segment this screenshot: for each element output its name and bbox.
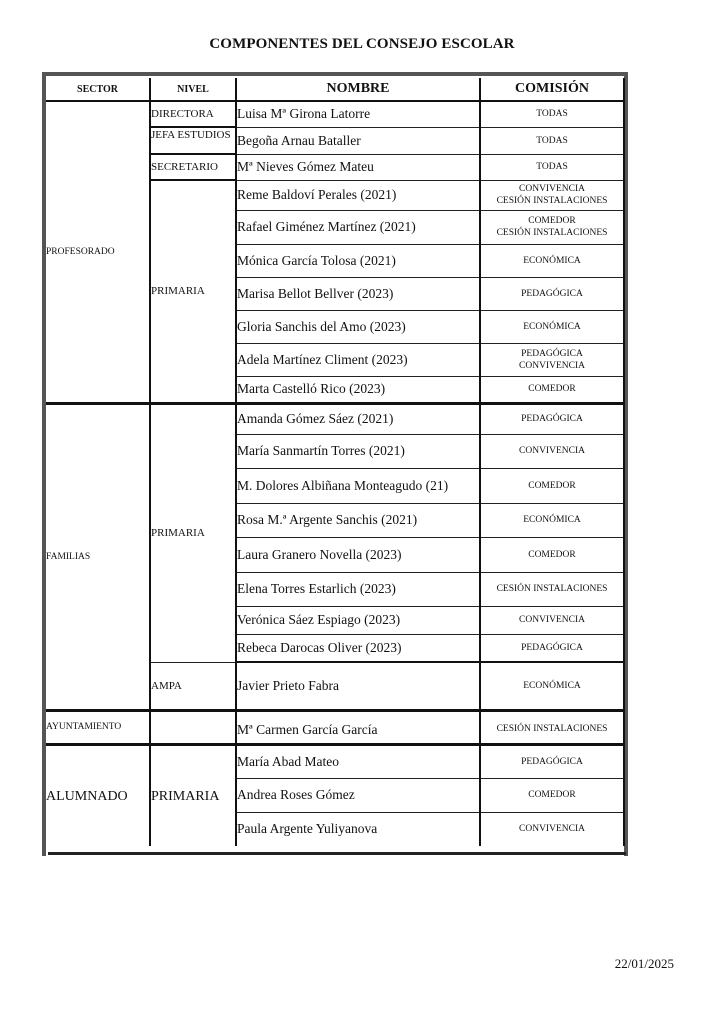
nombre-cell: Begoña Arnau Bataller xyxy=(236,127,480,154)
nombre-cell: María Sanmartín Torres (2021) xyxy=(236,434,480,468)
comision-cell xyxy=(480,606,624,634)
nombre-cell: Reme Baldoví Perales (2021) xyxy=(236,180,480,210)
table-row xyxy=(46,744,624,778)
comision-cell xyxy=(480,778,624,812)
nombre-cell: Marta Castelló Rico (2023) xyxy=(236,376,480,403)
comision-item: COMEDOR xyxy=(528,790,576,800)
comision-item: CONVIVENCIA xyxy=(519,360,585,371)
comision-cell xyxy=(480,154,624,180)
table-bottom-border xyxy=(48,852,626,855)
comision-item: COMEDOR xyxy=(528,480,576,491)
comision-cell xyxy=(480,101,624,127)
comision-item: PEDAGÓGICA xyxy=(521,642,583,653)
comision-cell xyxy=(480,277,624,310)
comision-cell xyxy=(480,180,624,210)
comision-item: COMEDOR xyxy=(528,216,576,226)
nombre-cell: Mª Carmen García García xyxy=(236,710,480,744)
comision-item: TODAS xyxy=(536,162,568,172)
comision-cell xyxy=(480,403,624,434)
comision-cell xyxy=(480,812,624,846)
comision-cell xyxy=(480,662,624,710)
nivel-cell xyxy=(150,710,236,744)
comision-item: TODAS xyxy=(536,109,568,120)
comision-item: PEDAGÓGICA xyxy=(521,414,583,424)
comision-item: PEDAGÓGICA xyxy=(521,288,583,299)
comision-item: ECONÓMICA xyxy=(523,321,581,332)
comision-cell xyxy=(480,634,624,662)
header-nombre: NOMBRE xyxy=(236,78,480,101)
nombre-cell: Gloria Sanchis del Amo (2023) xyxy=(236,310,480,343)
page-title: COMPONENTES DEL CONSEJO ESCOLAR xyxy=(209,36,515,52)
comision-item: ECONÓMICA xyxy=(523,255,581,266)
comision-item: ECONÓMICA xyxy=(523,515,581,525)
sector-cell: ALUMNADO xyxy=(46,744,150,846)
nivel-cell xyxy=(150,127,236,154)
table-row xyxy=(46,403,624,434)
table-row xyxy=(46,101,624,127)
table-row xyxy=(46,710,624,744)
sector-cell: PROFESORADO xyxy=(46,101,150,403)
nombre-cell: Elena Torres Estarlich (2023) xyxy=(236,572,480,606)
document-date: 22/01/2025 xyxy=(614,956,674,971)
comision-cell xyxy=(480,744,624,778)
nombre-cell: Adela Martínez Climent (2023) xyxy=(236,343,480,376)
comision-cell xyxy=(480,244,624,277)
nombre-cell: María Abad Mateo xyxy=(236,744,480,778)
sector-cell: AYUNTAMIENTO xyxy=(46,710,150,744)
nombre-cell: Rosa M.ª Argente Sanchis (2021) xyxy=(236,503,480,537)
comision-cell xyxy=(480,503,624,537)
nivel-cell: DIRECTORA xyxy=(150,101,236,127)
header-sector: SECTOR xyxy=(46,78,150,101)
comision-item: CESIÓN INSTALACIONES xyxy=(496,584,608,594)
nivel-cell: PRIMARIA xyxy=(150,744,236,846)
nombre-cell: Rafael Giménez Martínez (2021) xyxy=(236,210,480,244)
table-header-row xyxy=(46,78,624,101)
comision-item: CESIÓN INSTALACIONES xyxy=(496,228,608,238)
comision-item: CONVIVENCIA xyxy=(519,446,585,456)
comision-item: ECONÓMICA xyxy=(523,680,581,691)
header-comision: COMISIÓN xyxy=(480,78,624,101)
comision-cell xyxy=(480,376,624,403)
nivel-cell: PRIMARIA xyxy=(150,180,236,403)
nombre-cell: Laura Granero Novella (2023) xyxy=(236,537,480,572)
comision-cell xyxy=(480,468,624,503)
comision-cell xyxy=(480,343,624,376)
nombre-cell: Andrea Roses Gómez xyxy=(236,778,480,812)
comision-cell xyxy=(480,127,624,154)
nivel-text: JEFA ESTUDIOS xyxy=(151,129,231,141)
nombre-cell: Amanda Gómez Sáez (2021) xyxy=(236,403,480,434)
nivel-cell: SECRETARIO xyxy=(150,154,236,180)
comision-cell xyxy=(480,210,624,244)
comision-cell xyxy=(480,310,624,343)
nombre-cell: Mónica García Tolosa (2021) xyxy=(236,244,480,277)
comision-item: CESIÓN INSTALACIONES xyxy=(496,724,608,734)
nombre-cell: Rebeca Darocas Oliver (2023) xyxy=(236,634,480,662)
sector-cell: FAMILIAS xyxy=(46,403,150,710)
comision-cell xyxy=(480,572,624,606)
comision-item: CONVIVENCIA xyxy=(519,184,585,194)
nombre-cell: Paula Argente Yuliyanova xyxy=(236,812,480,846)
council-table xyxy=(46,78,625,846)
comision-item: PEDAGÓGICA xyxy=(521,348,583,359)
comision-item: COMEDOR xyxy=(528,549,576,560)
nombre-cell: Javier Prieto Fabra xyxy=(236,662,480,710)
comision-item: CONVIVENCIA xyxy=(519,824,585,835)
nombre-cell: M. Dolores Albiñana Monteagudo (21) xyxy=(236,468,480,503)
nombre-cell: Marisa Bellot Bellver (2023) xyxy=(236,277,480,310)
comision-item: CESIÓN INSTALACIONES xyxy=(496,196,608,206)
comision-cell xyxy=(480,710,624,744)
comision-cell xyxy=(480,537,624,572)
nivel-cell: PRIMARIA xyxy=(150,403,236,662)
comision-item: PEDAGÓGICA xyxy=(521,756,583,767)
comision-item: TODAS xyxy=(536,135,568,146)
nombre-cell: Verónica Sáez Espiago (2023) xyxy=(236,606,480,634)
comision-item: COMEDOR xyxy=(528,384,576,394)
nombre-cell: Luisa Mª Girona Latorre xyxy=(236,101,480,127)
comision-cell xyxy=(480,434,624,468)
comision-item: CONVIVENCIA xyxy=(519,615,585,625)
nivel-cell: AMPA xyxy=(150,662,236,710)
nombre-cell: Mª Nieves Gómez Mateu xyxy=(236,154,480,180)
header-nivel: NIVEL xyxy=(150,78,236,101)
